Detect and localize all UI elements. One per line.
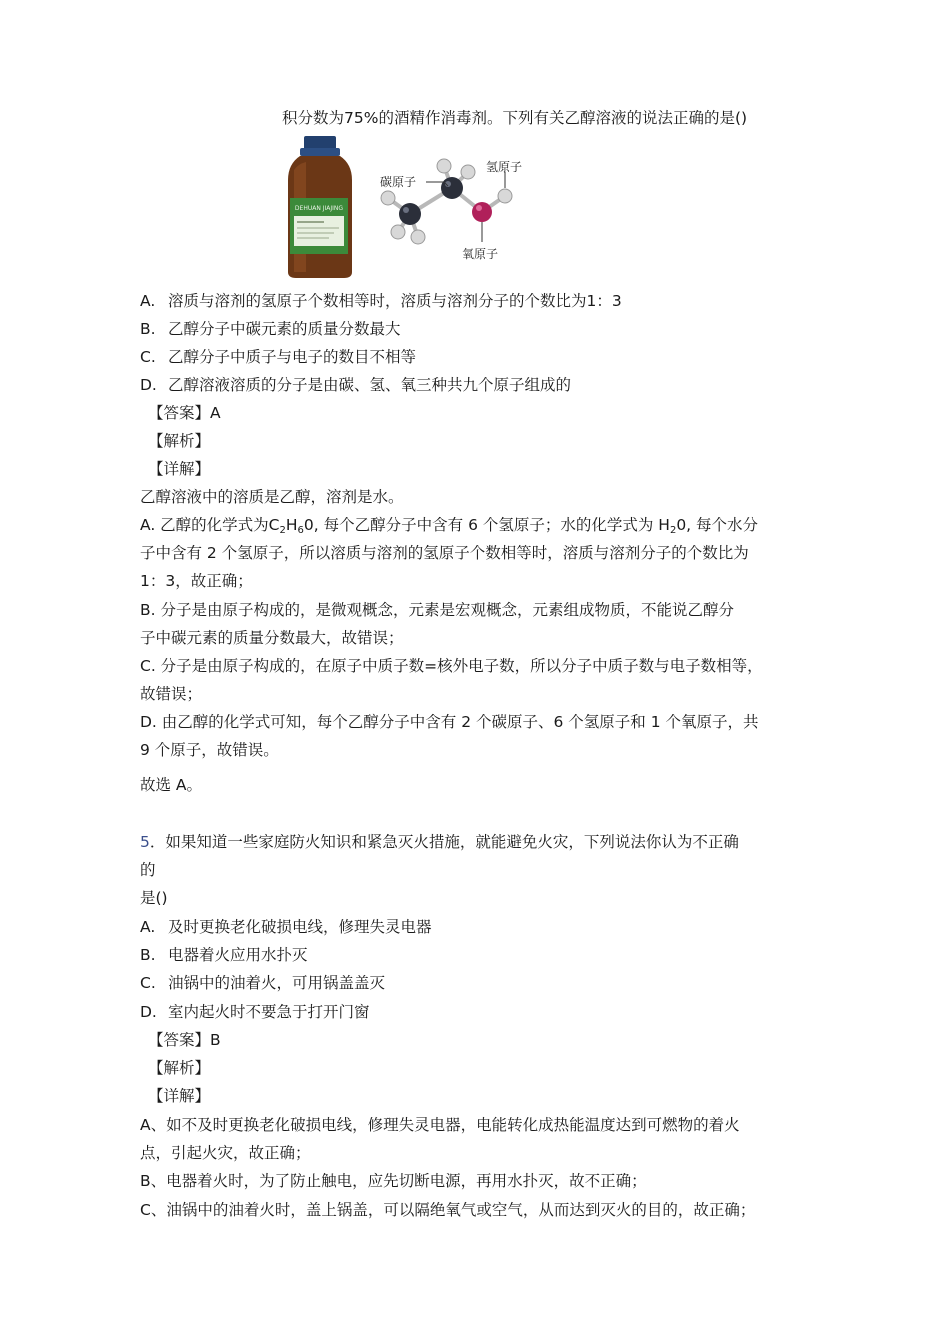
ethanol-bottle bbox=[288, 136, 352, 278]
text-span: ．如果知道一些家庭防火知识和紧急灭火措施，就能避免火灾，下列说法你认为不正确 bbox=[149, 833, 739, 851]
hydrogen-label: 氢原子 bbox=[486, 160, 523, 174]
ethanol-figure bbox=[284, 136, 544, 282]
text-span: 0, 每个乙醇分子中含有 6 个氢原子；水的化学式为 H bbox=[303, 516, 670, 534]
option-text: 乙醇分子中碳元素的质量分数最大 bbox=[168, 320, 401, 338]
option-letter: D. bbox=[140, 376, 157, 394]
q4-detail-heading: 【详解】 bbox=[148, 460, 211, 478]
option-text: 油锅中的油着火，可用锅盖盖灭 bbox=[168, 974, 386, 992]
option-text: 室内起火时不要急于打开门窗 bbox=[168, 1003, 370, 1021]
q5-explanation-c: C、油锅中的油着火时，盖上锅盖，可以隔绝氧气或空气，从而达到灭火的目的，故正确； bbox=[140, 1201, 756, 1219]
option-letter: B. bbox=[140, 320, 156, 338]
subscript: 2 bbox=[279, 525, 286, 536]
q4-option-b bbox=[140, 319, 401, 339]
subscript: 2 bbox=[669, 525, 677, 536]
q4-option-a bbox=[140, 291, 622, 311]
q5-stem-line1 bbox=[140, 832, 739, 852]
option-letter: B. bbox=[140, 946, 156, 964]
q4-conclusion: 故选 A。 bbox=[140, 776, 203, 794]
q4-option-c bbox=[140, 347, 416, 367]
q4-stem: 积分数为75%的酒精作消毒剂。下列有关乙醇溶液的说法正确的是() bbox=[282, 109, 748, 127]
oxygen-label: 氧原子 bbox=[462, 247, 499, 261]
carbon-atom bbox=[399, 203, 421, 225]
q5-explanation-a-line2: 点，引起火灾，故正确； bbox=[140, 1144, 311, 1162]
q4-explanation-b-line1: B. 分子是由原子构成的，是微观概念，元素是宏观概念，元素组成物质，不能说乙醇分 bbox=[140, 601, 734, 619]
hydrogen-atom bbox=[498, 189, 512, 203]
q4-explanation-c-line2: 故错误； bbox=[140, 685, 203, 703]
q5-explanation-a-line1: A、如不及时更换老化破损电线，修理失灵电器，电能转化成热能温度达到可燃物的着火 bbox=[140, 1116, 740, 1134]
option-text: 电器着火应用水扑灭 bbox=[168, 946, 308, 964]
q4-explanation-d-line2: 9 个原子，故错误。 bbox=[140, 741, 279, 759]
option-letter: A. bbox=[140, 292, 156, 310]
text-span: A. 乙醇的化学式为C bbox=[140, 516, 280, 534]
q4-explanation-a-line1 bbox=[140, 515, 758, 541]
q5-analysis-heading: 【解析】 bbox=[148, 1059, 211, 1077]
q5-stem-line3: 是() bbox=[140, 889, 168, 907]
q4-analysis-heading: 【解析】 bbox=[148, 432, 211, 450]
option-text: 溶质与溶剂的氢原子个数相等时，溶质与溶剂分子的个数比为1：3 bbox=[168, 292, 622, 310]
q4-explanation-a-line2: 子中含有 2 个氢原子，所以溶质与溶剂的氢原子个数相等时，溶质与溶剂分子的个数比为 bbox=[140, 544, 749, 562]
option-letter: C. bbox=[140, 348, 156, 366]
q5-answer: 【答案】B bbox=[148, 1031, 221, 1049]
q4-answer: 【答案】A bbox=[148, 404, 221, 422]
bottle-label-text: DEHUAN JIAJING bbox=[294, 205, 344, 212]
q4-explanation-d-line1: D. 由乙醇的化学式可知，每个乙醇分子中含有 2 个碳原子、6 个氢原子和 1 个氧原子，共 bbox=[140, 713, 759, 731]
q4-option-d bbox=[140, 375, 571, 395]
subscript: 6 bbox=[297, 525, 304, 536]
q5-option-c bbox=[140, 973, 385, 993]
option-letter: A. bbox=[140, 918, 156, 936]
text-span: 0, 每个水分 bbox=[676, 516, 759, 534]
option-text: 及时更换老化破损电线，修理失灵电器 bbox=[168, 918, 432, 936]
option-text: 乙醇分子中质子与电子的数目不相等 bbox=[168, 348, 417, 366]
q5-option-a bbox=[140, 917, 432, 937]
q4-explanation-b-line2: 子中碳元素的质量分数最大，故错误； bbox=[140, 629, 404, 647]
q4-explanation-a-line3: 1：3，故正确； bbox=[140, 572, 253, 590]
q5-detail-heading: 【详解】 bbox=[148, 1087, 211, 1105]
carbon-atom bbox=[441, 177, 463, 199]
oxygen-atom bbox=[472, 202, 492, 222]
option-letter: C. bbox=[140, 974, 156, 992]
question-number: 5 bbox=[140, 833, 150, 851]
option-text: 乙醇溶液溶质的分子是由碳、氢、氧三种共九个原子组成的 bbox=[168, 376, 572, 394]
q4-explanation-c-line1: C. 分子是由原子构成的，在原子中质子数=核外电子数，所以分子中质子数与电子数相等， bbox=[140, 657, 763, 675]
text-span: H bbox=[285, 516, 298, 534]
q5-option-b bbox=[140, 945, 308, 965]
carbon-label: 碳原子 bbox=[380, 175, 417, 189]
option-letter: D. bbox=[140, 1003, 157, 1021]
q5-explanation-b: B、电器着火时，为了防止触电，应先切断电源，再用水扑灭，故不正确； bbox=[140, 1172, 647, 1190]
q5-option-d bbox=[140, 1002, 370, 1022]
q5-stem-line2: 的 bbox=[140, 861, 156, 879]
ethanol-figure-svg bbox=[284, 136, 544, 282]
q4-explanation-intro: 乙醇溶液中的溶质是乙醇，溶剂是水。 bbox=[140, 488, 404, 506]
bottle-cap bbox=[304, 136, 336, 150]
